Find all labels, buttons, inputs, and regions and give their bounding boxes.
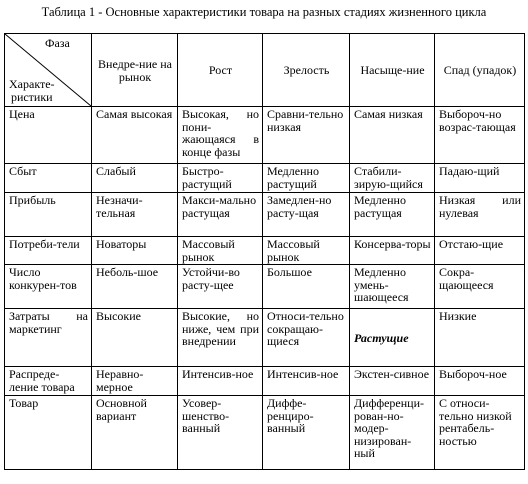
table-cell: Высокая, но пони-жающаяся в конце фазы (178, 107, 263, 164)
table-cell: Сокра-щающееся (435, 265, 525, 309)
table-cell: Быстро-растущий (178, 164, 263, 193)
corner-label-characteristics: Характе- ристики (9, 77, 55, 104)
table-row (5, 237, 525, 265)
table-cell: Стабили-зирую-щийся (350, 164, 435, 193)
table-row (5, 164, 525, 193)
table-row (5, 193, 525, 237)
table-cell: Экстен-сивное (350, 367, 435, 396)
corner-cell (5, 34, 92, 107)
corner-label-phase: Фаза (45, 36, 70, 50)
table-cell: Низкие (435, 309, 525, 367)
row-label: Число конкурен-тов (5, 265, 92, 309)
table-cell: Интенсив-ное (263, 367, 350, 396)
table-cell: Падаю-щий (435, 164, 525, 193)
table-cell: Диффе-ренциро-ванный (263, 396, 350, 470)
table-cell: Незначи-тельная (92, 193, 178, 237)
table-row (5, 107, 525, 164)
row-label: Затраты на маркетинг (5, 309, 92, 367)
table-cell: Массовый рынок (263, 237, 350, 265)
table-cell: Интенсив-ное (178, 367, 263, 396)
emphasized-value: Растущие (354, 330, 409, 345)
stage-header-saturation: Насыще-ние (350, 34, 435, 107)
table-cell: Устойчи-во расту-щее (178, 265, 263, 309)
stage-header-maturity: Зрелость (263, 34, 350, 107)
table-cell: Выбороч-ное (435, 367, 525, 396)
table-row (5, 367, 525, 396)
table-cell: Самая низкая (350, 107, 435, 164)
table-cell: Высокие (92, 309, 178, 367)
table-cell: Консерва-торы (350, 237, 435, 265)
table-cell: Новаторы (92, 237, 178, 265)
table-cell: Большое (263, 265, 350, 309)
table-cell: Медленно растущий (263, 164, 350, 193)
table-cell: Относи-тельно сокращаю-щиеся (263, 309, 350, 367)
row-label: Прибыль (5, 193, 92, 237)
stage-header-introduction: Внедре-ние на рынок (92, 34, 178, 107)
row-label: Потреби-тели (5, 237, 92, 265)
table-cell: Массовый рынок (178, 237, 263, 265)
table-cell: Медленно растущая (350, 193, 435, 237)
table-caption: Таблица 1 - Основные характеристики товара на разных стадиях жизненного цикла (41, 5, 487, 19)
table-cell: Замедлен-но расту-щая (263, 193, 350, 237)
header-row (5, 34, 525, 107)
table-cell: Отстаю-щие (435, 237, 525, 265)
table-cell: Дифференци-рован-но-модер-низирован-ный (350, 396, 435, 470)
table-cell: Сравни-тельно низкая (263, 107, 350, 164)
table-row (5, 396, 525, 470)
table-cell (350, 309, 435, 367)
table-row (5, 309, 525, 367)
row-label: Распреде-ление товара (5, 367, 92, 396)
table-cell: Низкая или нулевая (435, 193, 525, 237)
row-label: Сбыт (5, 164, 92, 193)
table-cell: С относи-тельно низкой рентабель-ностью (435, 396, 525, 470)
table-cell: Слабый (92, 164, 178, 193)
lifecycle-table (4, 33, 525, 470)
table-cell: Медленно умень-шающееся (350, 265, 435, 309)
table-cell: Выбороч-но возрас-тающая (435, 107, 525, 164)
table-cell: Неболь-шое (92, 265, 178, 309)
table-row (5, 265, 525, 309)
table-cell: Самая высокая (92, 107, 178, 164)
stage-header-decline: Спад (упадок) (435, 34, 525, 107)
table-cell: Макси-мально растущая (178, 193, 263, 237)
row-label: Товар (5, 396, 92, 470)
table-cell: Неравно-мерное (92, 367, 178, 396)
table-cell: Основной вариант (92, 396, 178, 470)
stage-header-growth: Рост (178, 34, 263, 107)
row-label: Цена (5, 107, 92, 164)
table-cell: Высокие, но ниже, чем при внедрении (178, 309, 263, 367)
table-cell: Усовер-шенство-ванный (178, 396, 263, 470)
